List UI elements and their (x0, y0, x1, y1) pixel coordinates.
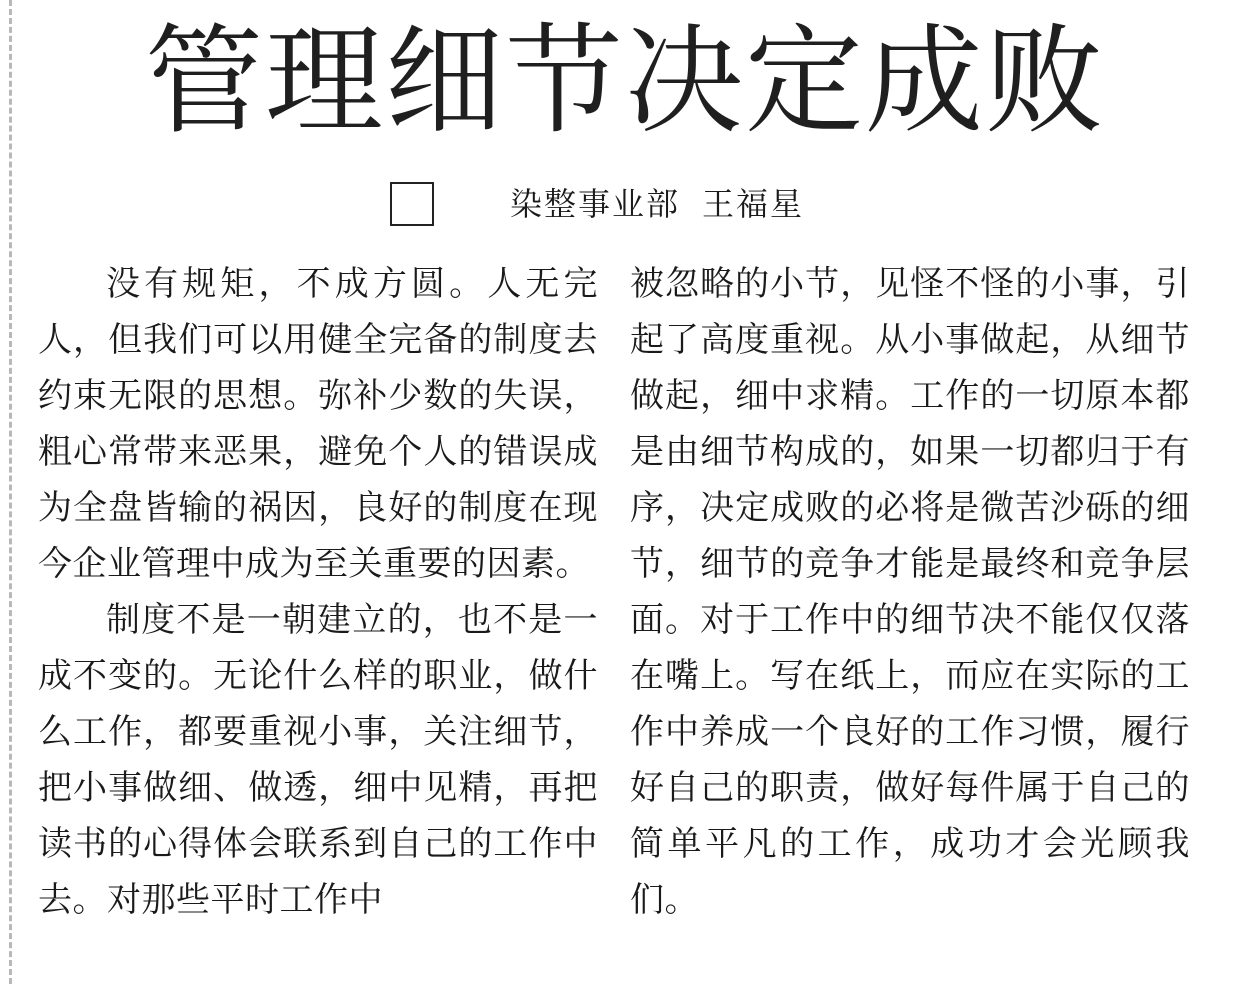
byline-text (510, 180, 804, 228)
right-column (630, 256, 1190, 928)
paragraph-2: 制度不是一朝建立的，也不是一成不变的。无论什么样的职业，做什么工作，都要重视小事，关注细节，把小事做细、做透，细中见精，再把读书的心得体会联系到自己的工作中去。对那些平时工作中 (38, 600, 598, 920)
left-column (38, 256, 598, 928)
article-title: 管理细节决定成败 (144, 12, 1105, 150)
department-name: 染整事业部 (510, 185, 681, 223)
author-name: 王福星 (702, 185, 805, 223)
byline (390, 180, 804, 228)
box-marker (390, 182, 434, 226)
cut-line (9, 0, 12, 984)
paragraph-1: 没有规矩，不成方圆。人无完人，但我们可以用健全完备的制度去约束无限的思想。弥补少数的失误，粗心常带来恶果，避免个人的错误成为全盘皆输的祸因，良好的制度在现今企业管理中成为至关重要的因素。 (38, 264, 598, 584)
paragraph-2-continued: 被忽略的小节，见怪不怪的小事，引起了高度重视。从小事做起，从细节做起，细中求精。工作的一切原本都是由细节构成的，如果一切都归于有序，决定成败的必将是微苦沙砾的细节，细节的竞争才能是最终和竞争层面。对于工作中的细节决不能仅仅落在嘴上。写在纸上，而应在实际的工作中养成一个良好的工作习惯，履行好自己的职责，做好每件属于自己的简单平凡的工作，成功才会光顾我们。 (630, 264, 1190, 920)
